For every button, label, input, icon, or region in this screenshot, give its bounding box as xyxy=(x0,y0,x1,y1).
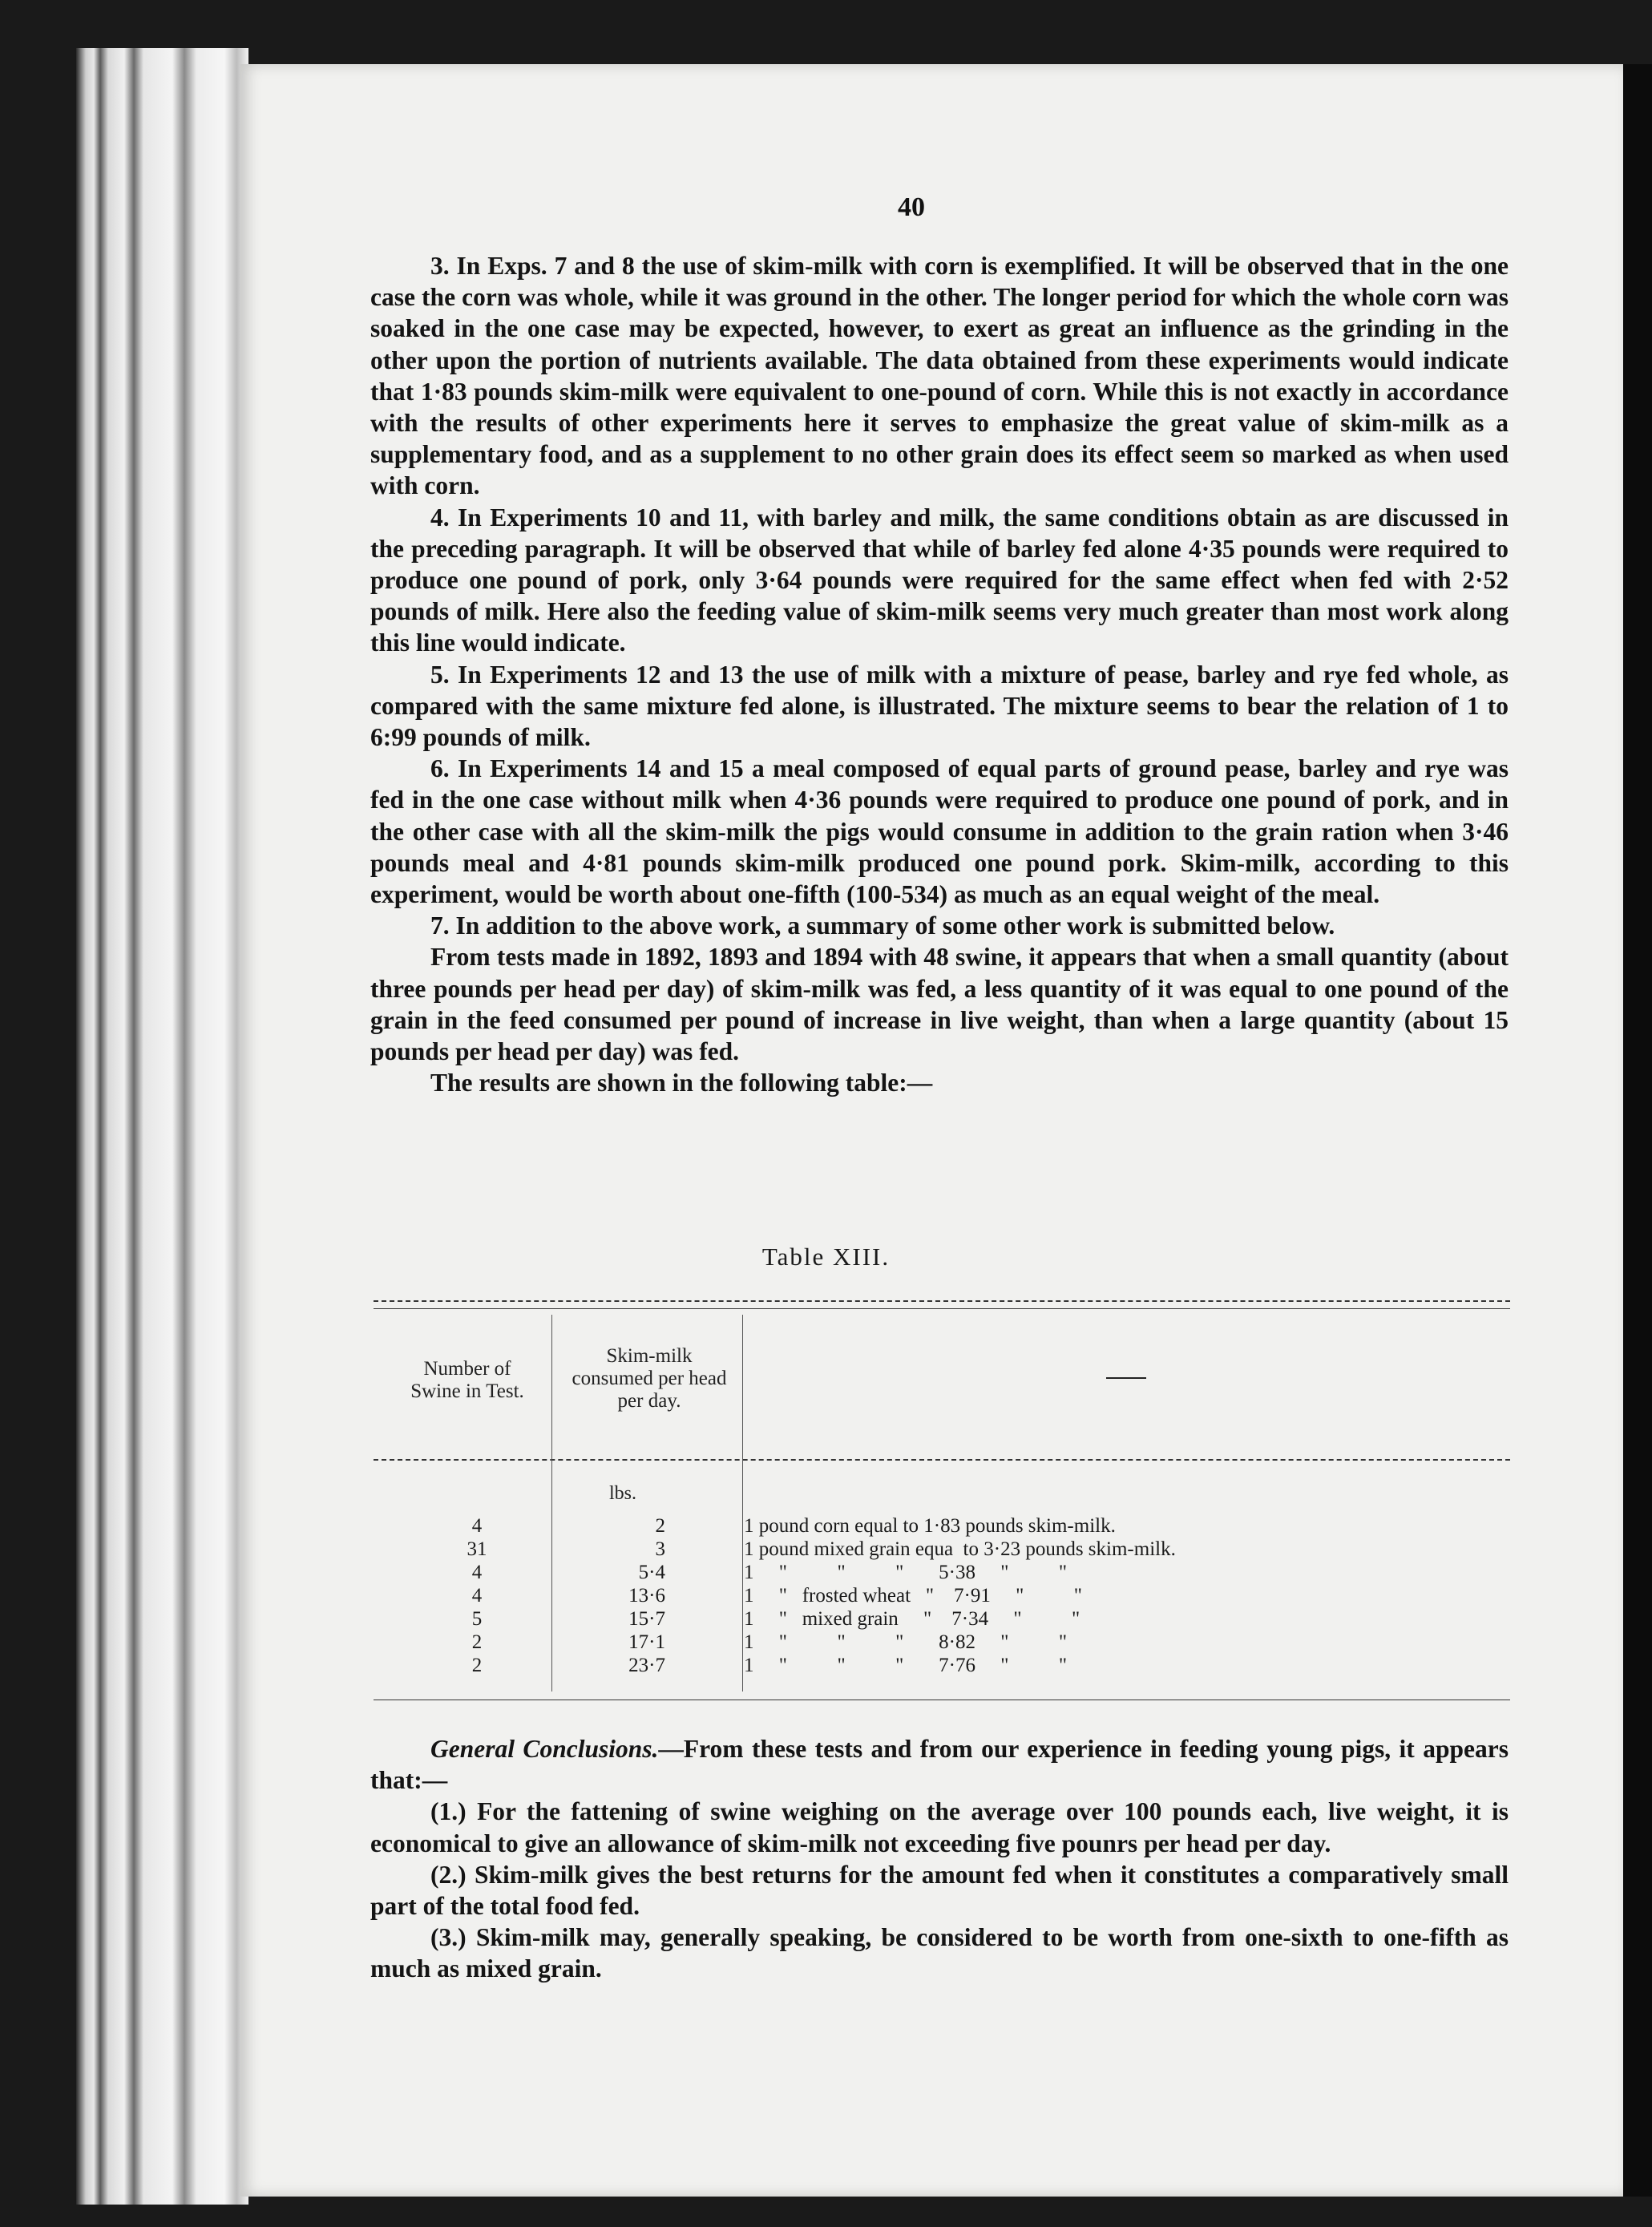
table-top-rule xyxy=(374,1300,1510,1302)
conclusion-3: (3.) Skim-milk may, generally speaking, be considered to be worth from one-sixth to one-fifth as much as mixed grain. xyxy=(370,1923,1509,1983)
paragraph-5: 5. In Experiments 12 and 13 the use of milk with a mixture of pease, barley and rye fed whole, as compared with the same mixture fed alone, is illustrated. The mixture seems to bear the relation of 1 to 6:99 pounds of milk. xyxy=(370,660,1509,752)
scan-border xyxy=(1623,64,1652,2197)
cell-skim: 5·4 xyxy=(638,1562,665,1583)
cell-skim: 17·1 xyxy=(628,1631,665,1653)
cell-skim: 3 xyxy=(655,1538,665,1560)
cell-skim: 15·7 xyxy=(628,1608,665,1630)
paragraph-table-intro: The results are shown in the following table:— xyxy=(430,1069,933,1097)
paragraph-7: 7. In addition to the above work, a summary of some other work is submitted below. xyxy=(430,911,1335,940)
cell-swine: 31 xyxy=(467,1538,487,1560)
table-header-rule xyxy=(374,1459,1510,1461)
page-number: 40 xyxy=(898,192,925,222)
cell-swine: 2 xyxy=(471,1655,483,1676)
cell-desc: 1 pound corn equal to 1·83 pounds skim-milk. xyxy=(744,1515,1116,1537)
cell-desc: 1 pound mixed grain equa to 3·23 pounds skim-milk. xyxy=(744,1538,1176,1560)
cell-desc: 1 " " " 7·76 " " xyxy=(744,1655,1068,1676)
cell-desc: 1 " mixed grain " 7·34 " " xyxy=(744,1608,1080,1630)
cell-desc: 1 " frosted wheat " 7·91 " " xyxy=(744,1585,1083,1607)
units-label: lbs. xyxy=(609,1483,637,1504)
cell-desc: 1 " " " 8·82 " " xyxy=(744,1631,1068,1653)
cell-swine: 4 xyxy=(471,1585,483,1607)
conclusions-intro-text: —From these tests and from our experience in feeding young pigs, it appears that:— xyxy=(370,1735,1509,1795)
cell-swine: 4 xyxy=(471,1562,483,1583)
conclusions-heading: General Conclusions. xyxy=(430,1735,659,1763)
paragraph-3: 3. In Exps. 7 and 8 the use of skim-milk with corn is exemplified. It will be observed that in the one case the corn was whole, while it was ground in the other. The longer period for which the whole corn was soaked in the one case may be expected, however, to exert as great an influence as the grinding in the other upon the portion of nutrients available. The data obtained from these experiments would indicate that 1·83 pounds skim-milk were equivalent to one-pound of corn. While this is not exactly in accordance with the results of other experiments here it serves to emphasize the great value of skim-milk as a supplementary food, and as a supplement to no other grain does its effect seem so marked as when used with corn. xyxy=(370,252,1509,500)
book-page-edges xyxy=(76,48,248,2205)
cell-skim: 23·7 xyxy=(628,1655,665,1676)
table-title: Table XIII. xyxy=(761,1243,891,1271)
cell-skim: 2 xyxy=(655,1515,665,1537)
paragraph-4: 4. In Experiments 10 and 11, with barley and milk, the same conditions obtain as are discussed in the preceding paragraph. It will be observed that while of barley fed alone 4·35 pounds were required to produce one pound of pork, only 3·64 pounds were required for the same effect when fed with 2·52 pounds of milk. Here also the feeding value of skim-milk seems very much greater than most work along this line would indicate. xyxy=(370,503,1509,657)
cell-swine: 2 xyxy=(471,1631,483,1653)
header-dash xyxy=(1106,1377,1146,1379)
table-column-divider-2 xyxy=(742,1315,743,1691)
paragraph-6: 6. In Experiments 14 and 15 a meal composed of equal parts of ground pease, barley and rye was fed in the one case without milk when 4·36 pounds were required to produce one pound of pork, and in the other case with all the skim-milk the pigs would consume in addition to the grain ration when 3·46 pounds meal and 4·81 pounds skim-milk produced one pound pork. Skim-milk, according to this experiment, would be worth about one-fifth (100-534) as much as an equal weight of the meal. xyxy=(370,754,1509,909)
body-text xyxy=(370,250,1509,1098)
conclusion-2: (2.) Skim-milk gives the best returns for the amount fed when it constitutes a comparatively small part of the total food fed. xyxy=(370,1860,1509,1921)
cell-desc: 1 " " " 5·38 " " xyxy=(744,1562,1068,1583)
cell-skim: 13·6 xyxy=(628,1585,665,1607)
general-conclusions xyxy=(370,1733,1509,1985)
table-column-divider-1 xyxy=(551,1315,552,1691)
table-top-rule-2 xyxy=(374,1308,1510,1309)
cell-swine: 5 xyxy=(471,1608,483,1630)
cell-swine: 4 xyxy=(471,1515,483,1537)
paragraph-tests: From tests made in 1892, 1893 and 1894 with 48 swine, it appears that when a small quantity (about three pounds per head per day) of skim-milk was fed, a less quantity of it was equal to one pound of the grain in the feed consumed per pound of increase in live weight, than when a large quantity (about 15 pounds per head per day) was fed. xyxy=(370,943,1509,1066)
conclusions-intro xyxy=(370,1733,1509,1796)
header-number-of-swine: Number of Swine in Test. xyxy=(410,1358,524,1402)
header-skim-milk-consumed: Skim-milk consumed per head per day. xyxy=(572,1345,727,1412)
conclusion-1: (1.) For the fattening of swine weighing on the average over 100 pounds each, live weight, it is economical to give an allowance of skim-milk not exceeding five pounrs per head per day. xyxy=(370,1797,1509,1857)
